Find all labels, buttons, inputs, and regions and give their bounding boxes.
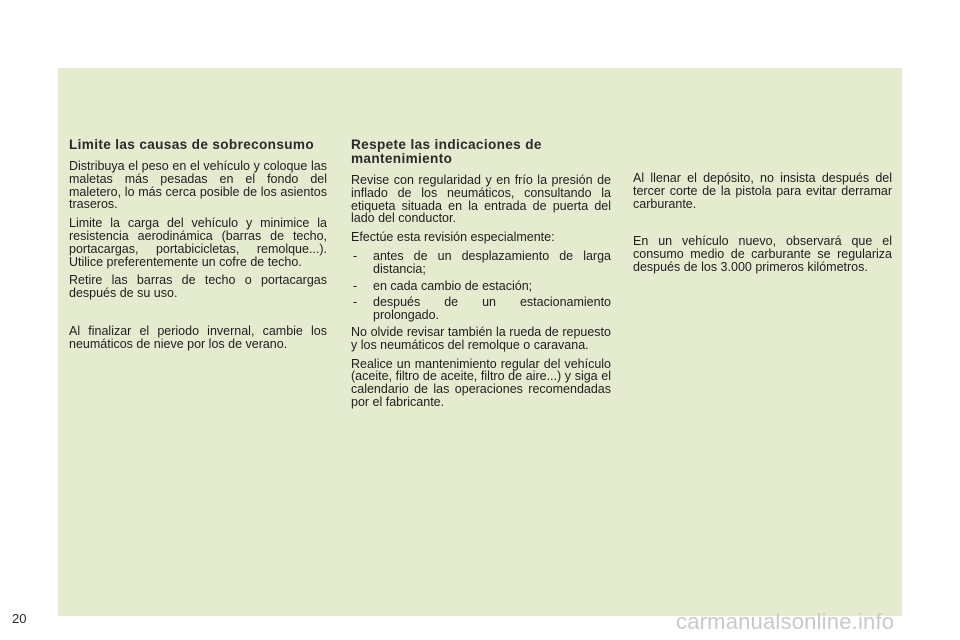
paragraph: Realice un mantenimiento regular del vehículo (aceite, filtro de aceite, filtro de aire...) y siga el calendario de las operaciones recomendadas por el fabricante.: [351, 356, 611, 409]
column-refuelling: [633, 172, 892, 280]
paragraph: Distribuya el peso en el vehículo y coloque las maletas más pesadas en el fondo del maletero, lo más cerca posible de los asientos traseros.: [69, 159, 327, 212]
page-number: 20: [12, 611, 27, 626]
paragraph: Retire las barras de techo o portacargas después de su uso.: [69, 273, 327, 301]
section-heading-overconsumption: Limite las causas de sobreconsumo: [69, 137, 314, 152]
watermark: carmanualsonline.info: [676, 609, 895, 634]
column-maintenance: [351, 138, 611, 415]
list-item: - después de un estacionamiento prolongado.: [351, 296, 611, 322]
paragraph: Limite la carga del vehículo y minimice la resistencia aerodinámica (barras de techo, portacargas, portabicicletas, remolque...). Utilice preferentemente un cofre de techo.: [69, 216, 327, 269]
check-occasions-list: [351, 250, 611, 322]
paragraph: No olvide revisar también la rueda de repuesto y los neumáticos del remolque o caravana.: [351, 324, 611, 352]
paragraph: Al llenar el depósito, no insista después del tercer corte de la pistola para evitar derramar carburante.: [633, 171, 892, 211]
list-intro: Efectúe esta revisión especialmente:: [351, 230, 555, 245]
paragraph: Revise con regularidad y en frío la presión de inflado de los neumáticos, consultando la etiqueta situada en la entrada de puerta del lado del conductor.: [351, 173, 611, 226]
paragraph: Al finalizar el periodo invernal, cambie los neumáticos de nieve por los de verano.: [69, 323, 327, 351]
list-item: - antes de un desplazamiento de larga distancia;: [351, 250, 611, 276]
paragraph: En un vehículo nuevo, observará que el consumo medio de carburante se regulariza después de los 3.000 primeros kilómetros.: [633, 234, 892, 274]
column-fuel-overconsumption: [69, 138, 327, 357]
list-item: - en cada cambio de estación;: [351, 280, 611, 293]
section-heading-maintenance: Respete las indicaciones de mantenimiento: [351, 137, 542, 166]
